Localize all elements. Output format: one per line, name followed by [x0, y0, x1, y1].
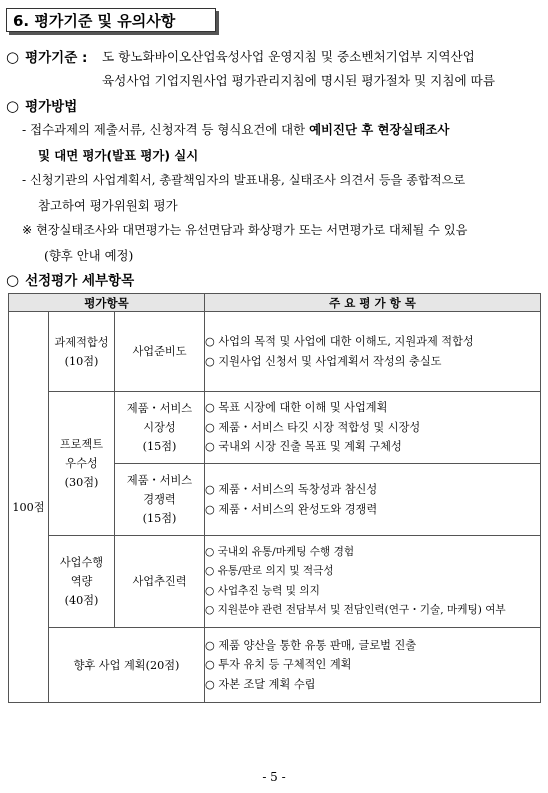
table-row — [9, 536, 541, 628]
group3-items-cell — [205, 536, 541, 628]
group4-items-cell — [205, 628, 541, 703]
method-item1-line1 — [22, 120, 449, 138]
circle-bullet-icon: ○ — [6, 271, 20, 289]
table-row — [9, 628, 541, 703]
list-item: ○ 투자 유치 등 구체적인 계획 — [205, 658, 352, 672]
method-note-line2: (향후 안내 예정) — [44, 248, 134, 263]
method-item2-line2: 참고하여 평가위원회 평가 — [38, 198, 178, 213]
group2b-sub-cell: 제품・서비스 경쟁력 (15점) — [115, 464, 205, 536]
list-item: ○ 제품・서비스의 완성도와 경쟁력 — [205, 502, 378, 516]
table-header-row — [9, 294, 541, 312]
list-item: ○ 제품 양산을 통한 유통 판매, 글로벌 진출 — [205, 638, 417, 652]
criteria-heading — [6, 46, 87, 66]
circle-bullet-icon: ○ — [6, 48, 20, 66]
total-score-cell: 100점 — [9, 312, 49, 703]
section-title: 6. 평가기준 및 유의사항 — [6, 8, 216, 32]
detail-title: 선정평가 세부항목 — [25, 273, 135, 289]
group4-name-cell: 향후 사업 계획(20점) — [49, 628, 205, 703]
group1-items-cell — [205, 312, 541, 392]
method-item2-line1: - 신청기관의 사업계획서, 총괄책임자의 발표내용, 실태조사 의견서 등을 종합적으로 — [22, 173, 466, 187]
evaluation-table — [8, 293, 541, 703]
list-item: ○ 제품・서비스의 독창성과 참신성 — [205, 483, 378, 496]
criteria-text-line1: 도 항노화바이오산업육성사업 운영지침 및 중소벤처기업부 지역산업 — [102, 49, 475, 64]
method-note-line1: ※ 현장실태조사와 대면평가는 유선면담과 화상평가 또는 서면평가로 대체될 수 있음 — [22, 223, 468, 237]
method-title: 평가방법 — [25, 99, 78, 115]
criteria-text-line2: 육성사업 기업지원사업 평가관리지침에 명시된 평가절차 및 지침에 따름 — [102, 73, 495, 88]
list-item: ○ 자본 조달 계획 수립 — [205, 677, 316, 691]
list-item: ○ 유통/판로 의지 및 적극성 — [205, 565, 334, 577]
method-heading — [6, 95, 77, 115]
group1-name-cell: 과제적합성 (10점) — [49, 312, 115, 392]
group1-sub-cell: 사업준비도 — [115, 312, 205, 392]
page-number: - 5 - — [262, 770, 286, 784]
group2b-items-cell — [205, 464, 541, 536]
method-item1-bold: 예비진단 후 현장실태조사 — [309, 122, 450, 137]
group2-name-cell: 프로젝트 우수성 (30점) — [49, 392, 115, 536]
group3-sub-cell: 사업추진력 — [115, 536, 205, 628]
group3-name-cell: 사업수행 역량 (40점) — [49, 536, 115, 628]
detail-heading — [6, 269, 134, 289]
group2a-sub-cell: 제품・서비스 시장성 (15점) — [115, 392, 205, 464]
list-item: ○ 지원분야 관련 전담부서 및 전담인력(연구・기술, 마케팅) 여부 — [205, 604, 506, 616]
list-item: ○ 제품・서비스 타깃 시장 적합성 및 시장성 — [205, 420, 421, 434]
list-item: ○ 사업의 목적 및 사업에 대한 이해도, 지원과제 적합성 — [205, 335, 474, 348]
header-main-items: 주 요 평 가 항 목 — [205, 294, 541, 312]
list-item: ○ 사업추진 능력 및 의지 — [205, 584, 320, 597]
method-item1-line2: 및 대면 평가(발표 평가) 실시 — [38, 148, 199, 163]
table-row — [9, 312, 541, 392]
group2a-items-cell — [205, 392, 541, 464]
list-item: ○ 국내외 유통/마케팅 수행 경험 — [205, 545, 355, 558]
table-row — [9, 392, 541, 464]
circle-bullet-icon: ○ — [6, 97, 20, 115]
list-item: ○ 지원사업 신청서 및 사업계획서 작성의 충실도 — [205, 354, 442, 368]
list-item: ○ 목표 시장에 대한 이해 및 사업계획 — [205, 401, 388, 415]
list-item: ○ 국내외 시장 진출 목표 및 계획 구체성 — [205, 440, 402, 454]
method-item1-prefix: - 접수과제의 제출서류, 신청자격 등 형식요건에 대한 — [22, 122, 306, 137]
header-eval-items: 평가항목 — [9, 294, 205, 312]
criteria-label: 평가기준 : — [25, 50, 88, 66]
